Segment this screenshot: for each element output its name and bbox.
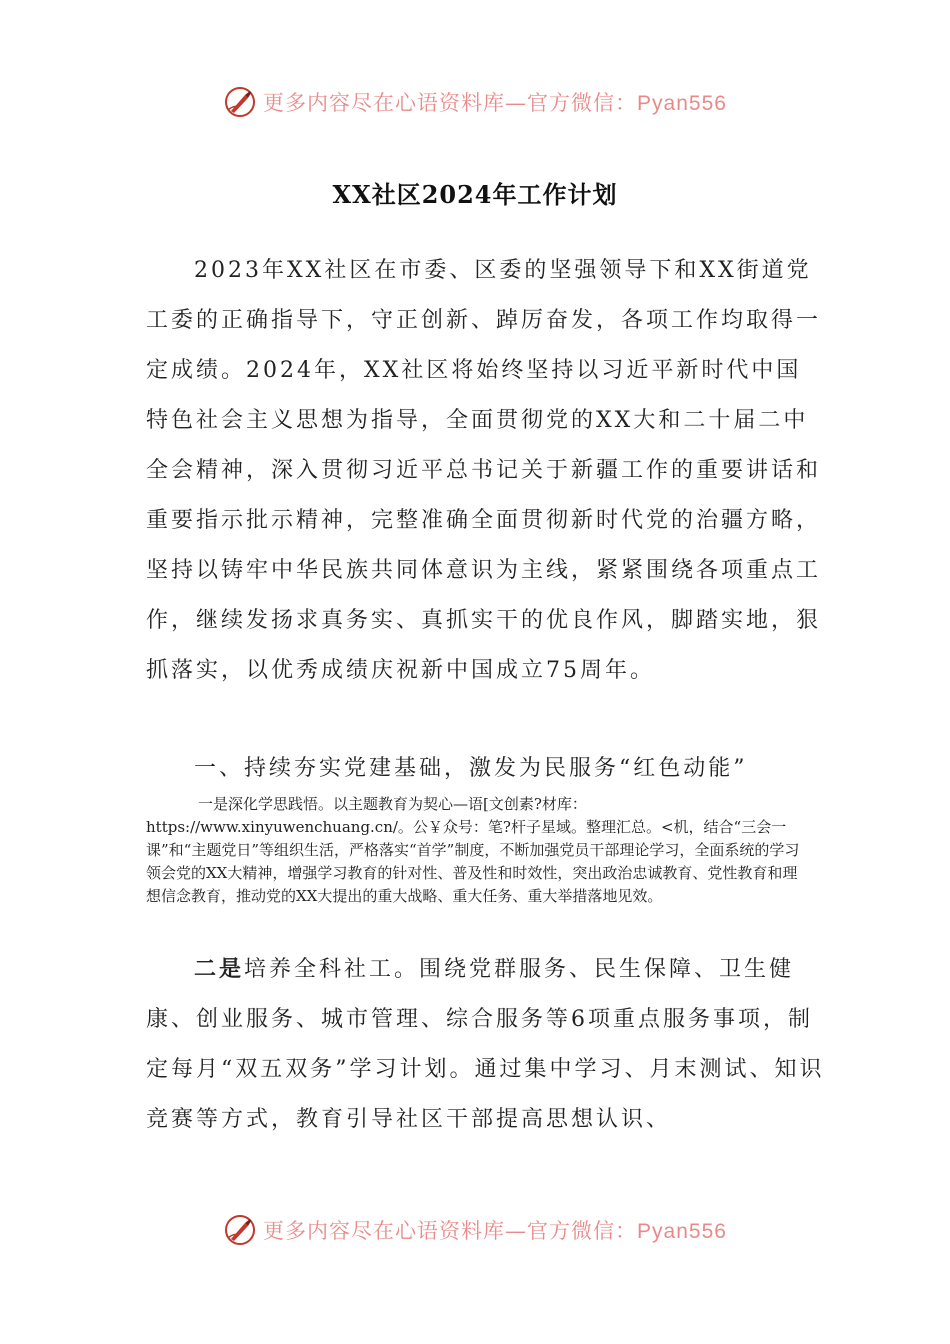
section-item-2 bbox=[146, 944, 826, 1145]
watermark-footer bbox=[0, 1210, 950, 1250]
pen-logo-icon bbox=[223, 85, 257, 119]
section-heading: 一、持续夯实党建基础，激发为民服务“红色动能” bbox=[194, 756, 748, 781]
section-item-1: 一是深化学思践悟。以主题教育为契心—语[文创素?材库：https://www.xinyuwenchuang.cn/。公￥众号：笔?杆子星域。整理汇总。<机，结合“三会一课”和“主题党日”等组织生活，严格落实“首学”制度，不断加强党员干部理论学习，全面系统的学习领会党的XX大精神，增强学习教育的针对性、普及性和时效性，突出政治忠诚教育、党性教育和理想信念教育，推动党的XX大提出的重大战略、重大任务、重大举措落地见效。 bbox=[146, 795, 800, 905]
section-item-2-body: 培养全科社工。围绕党群服务、民生保障、卫生健康、创业服务、城市管理、综合服务等6项重点服务事项，制定每月“双五双务”学习计划。通过集中学习、月末测试、知识竞赛等方式，教育引导社区干部提高思想认识、 bbox=[146, 957, 825, 1132]
watermark-text: 更多内容尽在心语资料库—官方微信：Pyan556 bbox=[263, 1219, 727, 1243]
watermark-header bbox=[0, 82, 950, 122]
section-item-2-lead: 二是 bbox=[194, 956, 245, 982]
pen-logo-icon bbox=[223, 1213, 257, 1247]
watermark-text: 更多内容尽在心语资料库—官方微信：Pyan556 bbox=[263, 91, 727, 115]
document-title: XX社区2024年工作计划 bbox=[332, 180, 618, 209]
intro-paragraph: 2023年XX社区在市委、区委的坚强领导下和XX街道党工委的正确指导下，守正创新、踔厉奋发，各项工作均取得一定成绩。2024年，XX社区将始终坚持以习近平新时代中国特色社会主义思想为指导，全面贯彻党的XX大和二十届二中全会精神，深入贯彻习近平总书记关于新疆工作的重要讲话和重要指示批示精神，完整准确全面贯彻新时代党的治疆方略，坚持以铸牢中华民族共同体意识为主线，紧紧围绕各项重点工作，继续发扬求真务实、真抓实干的优良作风，脚踏实地，狠抓落实，以优秀成绩庆祝新中国成立75周年。 bbox=[146, 258, 822, 683]
